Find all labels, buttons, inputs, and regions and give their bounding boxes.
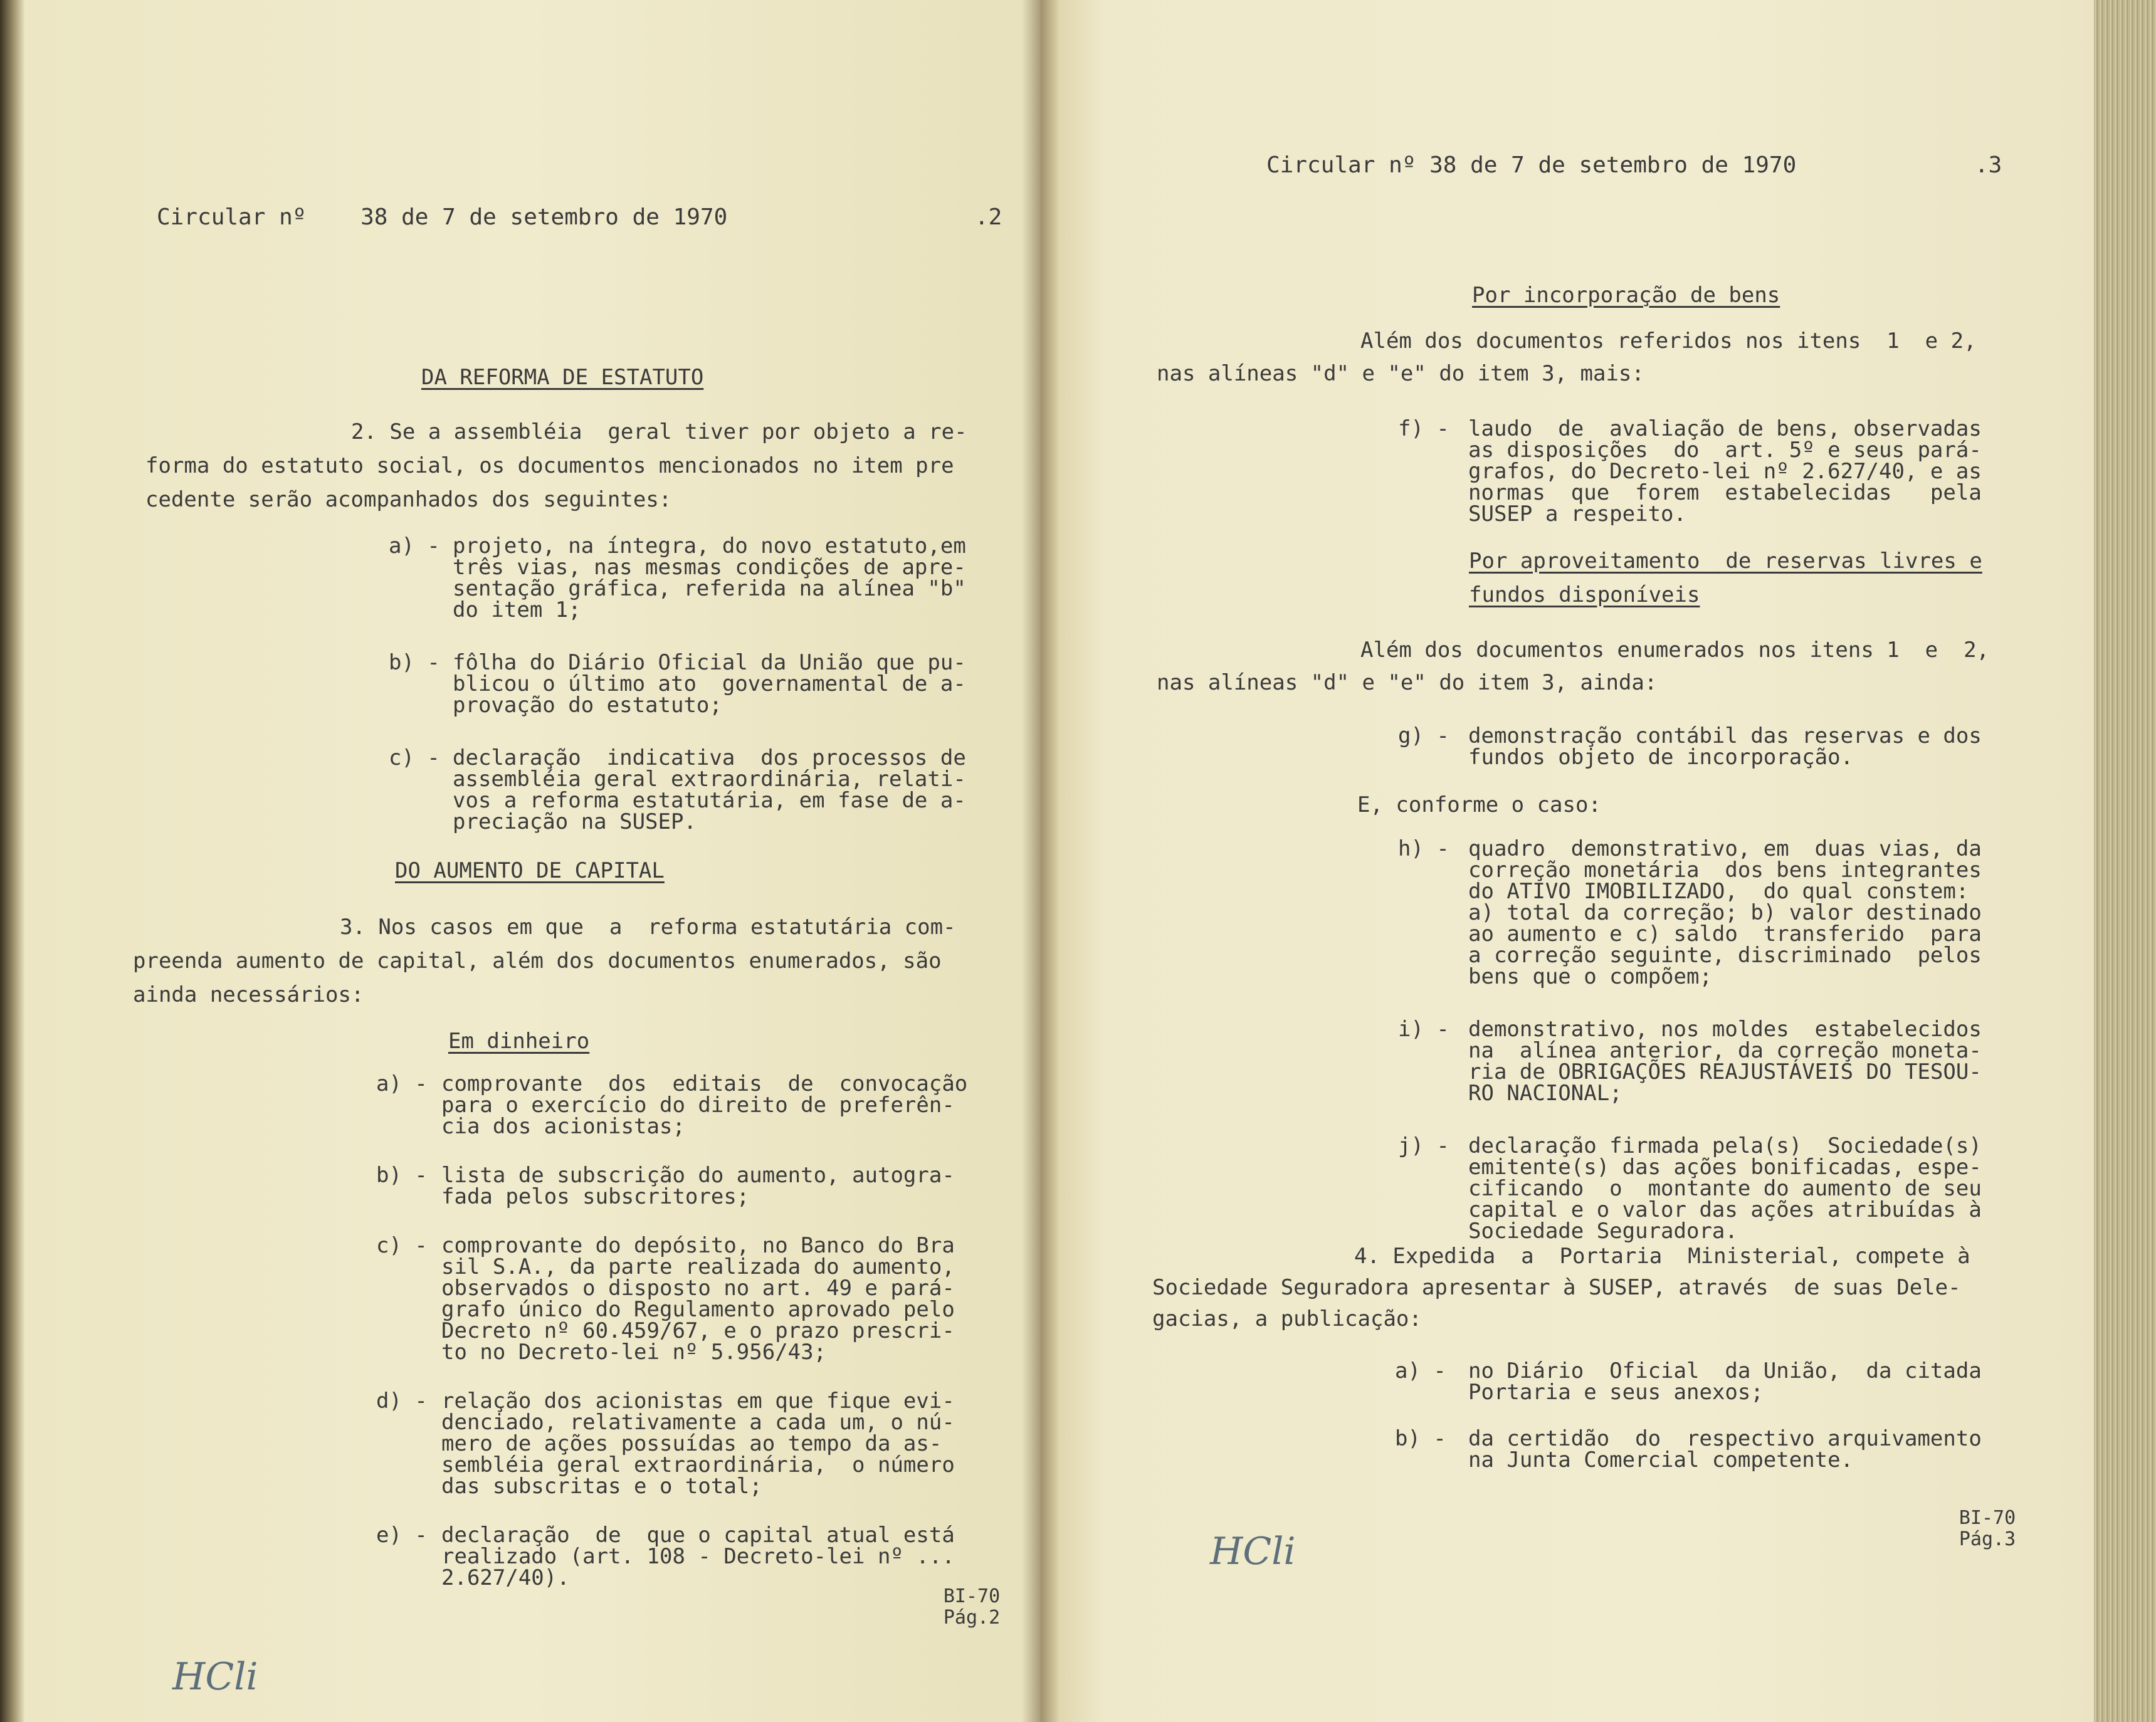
item-line: do item 1; — [453, 597, 581, 622]
right-page-mark: .3 — [1975, 152, 2002, 178]
item-line: da certidão do respectivo arquivamento — [1468, 1426, 1982, 1451]
left-footer — [928, 1586, 1016, 1629]
item-line: Portaria e seus anexos; — [1468, 1380, 1764, 1405]
paragraph-line: ainda necessários: — [133, 982, 364, 1007]
item-line: SUSEP a respeito. — [1468, 501, 1686, 527]
item-line: fundos objeto de incorporação. — [1468, 745, 1854, 770]
paragraph-line: Além dos documentos referidos nos itens 1 e 2, — [1360, 328, 1977, 354]
heading-aumento-capital: DO AUMENTO DE CAPITAL — [395, 858, 665, 883]
item-label: b) - — [1395, 1426, 1446, 1451]
item-line: to no Decreto-lei nº 5.956/43; — [441, 1340, 827, 1365]
item-line: no Diário Oficial da União, da citada — [1468, 1358, 1982, 1383]
item-line: RO NACIONAL; — [1468, 1081, 1622, 1106]
item-line: assembléia geral extraordinária, relati- — [453, 767, 966, 792]
paragraph-line: Além dos documentos enumerados nos itens 1 e 2, — [1360, 638, 1990, 663]
item-label: a) - — [389, 533, 440, 559]
item-label: e) - — [376, 1523, 428, 1548]
item-line: observados o disposto no art. 49 e pará- — [441, 1276, 955, 1301]
item-line: demonstração contábil das reservas e dos — [1468, 723, 1982, 748]
item-label: h) - — [1398, 836, 1449, 861]
item-line: comprovante do depósito, no Banco do Bra — [441, 1233, 955, 1258]
item-line: declaração de que o capital atual está — [441, 1523, 955, 1548]
item-line: denciado, relativamente a cada um, o nú- — [441, 1410, 955, 1435]
item-line: provação do estatuto; — [453, 693, 722, 718]
item-line: sembléia geral extraordinária, o número — [441, 1452, 955, 1478]
left-header: Circular nº 38 de 7 de setembro de 1970 — [157, 204, 728, 230]
item-label: j) - — [1398, 1133, 1449, 1158]
handwritten-signature: HCli — [172, 1655, 258, 1699]
item-line: vos a reforma estatutária, em fase de a- — [453, 788, 966, 813]
item-line: preciação na SUSEP. — [453, 809, 697, 834]
item-line: sentação gráfica, referida na alínea "b" — [453, 576, 966, 601]
item-line: grafos, do Decreto-lei nº 2.627/40, e as — [1468, 459, 1982, 484]
paragraph-line: 2. Se a assembléia geral tiver por objeto a re- — [351, 419, 967, 444]
item-label: g) - — [1398, 723, 1449, 748]
item-label: b) - — [389, 650, 440, 675]
item-line: sil S.A., da parte realizada do aumento, — [441, 1254, 955, 1279]
book-gutter — [1022, 0, 1060, 1722]
item-label: b) - — [376, 1163, 428, 1188]
footer-page: Pág.3 — [1959, 1528, 2016, 1550]
item-line: as disposições do art. 5º e seus pará- — [1468, 438, 1982, 463]
item-line: emitente(s) das ações bonificadas, espe- — [1468, 1155, 1982, 1180]
item-label: f) - — [1398, 416, 1449, 441]
item-line: grafo único do Regulamento aprovado pelo — [441, 1297, 955, 1322]
item-line: mero de ações possuídas ao tempo da as- — [441, 1431, 942, 1456]
item-line: capital e o valor das ações atribuídas à — [1468, 1197, 1982, 1222]
item-line: declaração indicativa dos processos de — [453, 745, 966, 770]
item-line: lista de subscrição do aumento, autogra- — [441, 1163, 955, 1188]
paragraph-line: 3. Nos casos em que a reforma estatutária com- — [340, 915, 956, 940]
item-line: 2.627/40). — [441, 1565, 570, 1590]
book-page-edges — [2094, 0, 2156, 1722]
item-label: a) - — [376, 1071, 428, 1096]
item-line: na alínea anterior, da correção moneta- — [1468, 1038, 1982, 1063]
paragraph-line: gacias, a publicação: — [1152, 1306, 1422, 1331]
footer-page: Pág.2 — [943, 1607, 1001, 1629]
left-page — [0, 0, 1041, 1722]
item-line: normas que forem estabelecidas pela — [1468, 480, 1982, 505]
footer-code: BI-70 — [1959, 1507, 2016, 1529]
item-line: Decreto nº 60.459/67, e o prazo prescri- — [441, 1318, 955, 1343]
paragraph-line: Sociedade Seguradora apresentar à SUSEP, através de suas Dele- — [1152, 1275, 1961, 1300]
item-line: a correção seguinte, discriminado pelos — [1468, 943, 1982, 968]
item-line: quadro demonstrativo, em duas vias, da — [1468, 836, 1982, 861]
item-line: comprovante dos editais de convocação — [441, 1071, 968, 1096]
right-page — [1041, 0, 2106, 1722]
item-line: laudo de avaliação de bens, observadas — [1468, 416, 1982, 441]
item-line: fada pelos subscritores; — [441, 1184, 750, 1209]
item-line: correção monetária dos bens integrantes — [1468, 858, 1982, 883]
heading-aproveitamento: Por aproveitamento de reservas livres e — [1469, 549, 1982, 574]
heading-fundos-disponiveis: fundos disponíveis — [1469, 582, 1700, 607]
left-page-mark: .2 — [975, 204, 1002, 230]
item-line: bens que o compõem; — [1468, 964, 1712, 989]
item-line: demonstrativo, nos moldes estabelecidos — [1468, 1017, 1982, 1042]
book-edge-left — [0, 0, 25, 1722]
footer-code: BI-70 — [943, 1585, 1001, 1607]
item-label: a) - — [1395, 1358, 1446, 1383]
item-line: relação dos acionistas em que fique evi- — [441, 1389, 955, 1414]
item-line: das subscritas e o total; — [441, 1474, 762, 1499]
item-label: c) - — [376, 1233, 428, 1258]
item-label: i) - — [1398, 1017, 1449, 1042]
item-line: três vias, nas mesmas condições de apre- — [453, 555, 966, 580]
right-header: Circular nº 38 de 7 de setembro de 1970 — [1266, 152, 1797, 178]
conforme-o-caso: E, conforme o caso: — [1357, 792, 1601, 817]
item-line: fôlha do Diário Oficial da União que pu- — [453, 650, 966, 675]
item-line: ao aumento e c) saldo transferido para — [1468, 921, 1982, 947]
right-footer — [1943, 1508, 2031, 1550]
item-line: declaração firmada pela(s) Sociedade(s) — [1468, 1133, 1982, 1158]
item-line: a) total da correção; b) valor destinado — [1468, 900, 1982, 925]
handwritten-signature: HCli — [1210, 1530, 1296, 1573]
paragraph-line: nas alíneas "d" e "e" do item 3, mais: — [1157, 361, 1644, 386]
item-line: realizado (art. 108 - Decreto-lei nº ... — [441, 1544, 955, 1569]
paragraph-line: forma do estatuto social, os documentos mencionados no item pre — [145, 453, 954, 478]
subheading-em-dinheiro: Em dinheiro — [448, 1029, 590, 1054]
item-line: blicou o último ato governamental de a- — [453, 671, 966, 696]
item-line: cificando o montante do aumento de seu — [1468, 1176, 1982, 1201]
item-line: do ATIVO IMOBILIZADO, do qual constem: — [1468, 879, 1969, 904]
item-line: na Junta Comercial competente. — [1468, 1447, 1854, 1473]
item-line: projeto, na íntegra, do novo estatuto,em — [453, 533, 966, 559]
paragraph-line: nas alíneas "d" e "e" do item 3, ainda: — [1157, 670, 1658, 695]
item-label: d) - — [376, 1389, 428, 1414]
item-line: ria de OBRIGAÇÕES REAJUSTÁVEIS DO TESOU- — [1468, 1059, 1982, 1084]
item-label: c) - — [389, 745, 440, 770]
paragraph-line: cedente serão acompanhados dos seguintes: — [145, 487, 672, 512]
heading-reforma-estatuto: DA REFORMA DE ESTATUTO — [421, 365, 704, 390]
paragraph-line: 4. Expedida a Portaria Ministerial, compete à — [1354, 1244, 1970, 1269]
paragraph-line: preenda aumento de capital, além dos documentos enumerados, são — [133, 948, 942, 974]
item-line: cia dos acionistas; — [441, 1114, 685, 1139]
item-line: Sociedade Seguradora. — [1468, 1219, 1738, 1244]
heading-incorporacao-bens: Por incorporação de bens — [1472, 283, 1780, 308]
item-line: para o exercício do direito de preferên- — [441, 1093, 955, 1118]
